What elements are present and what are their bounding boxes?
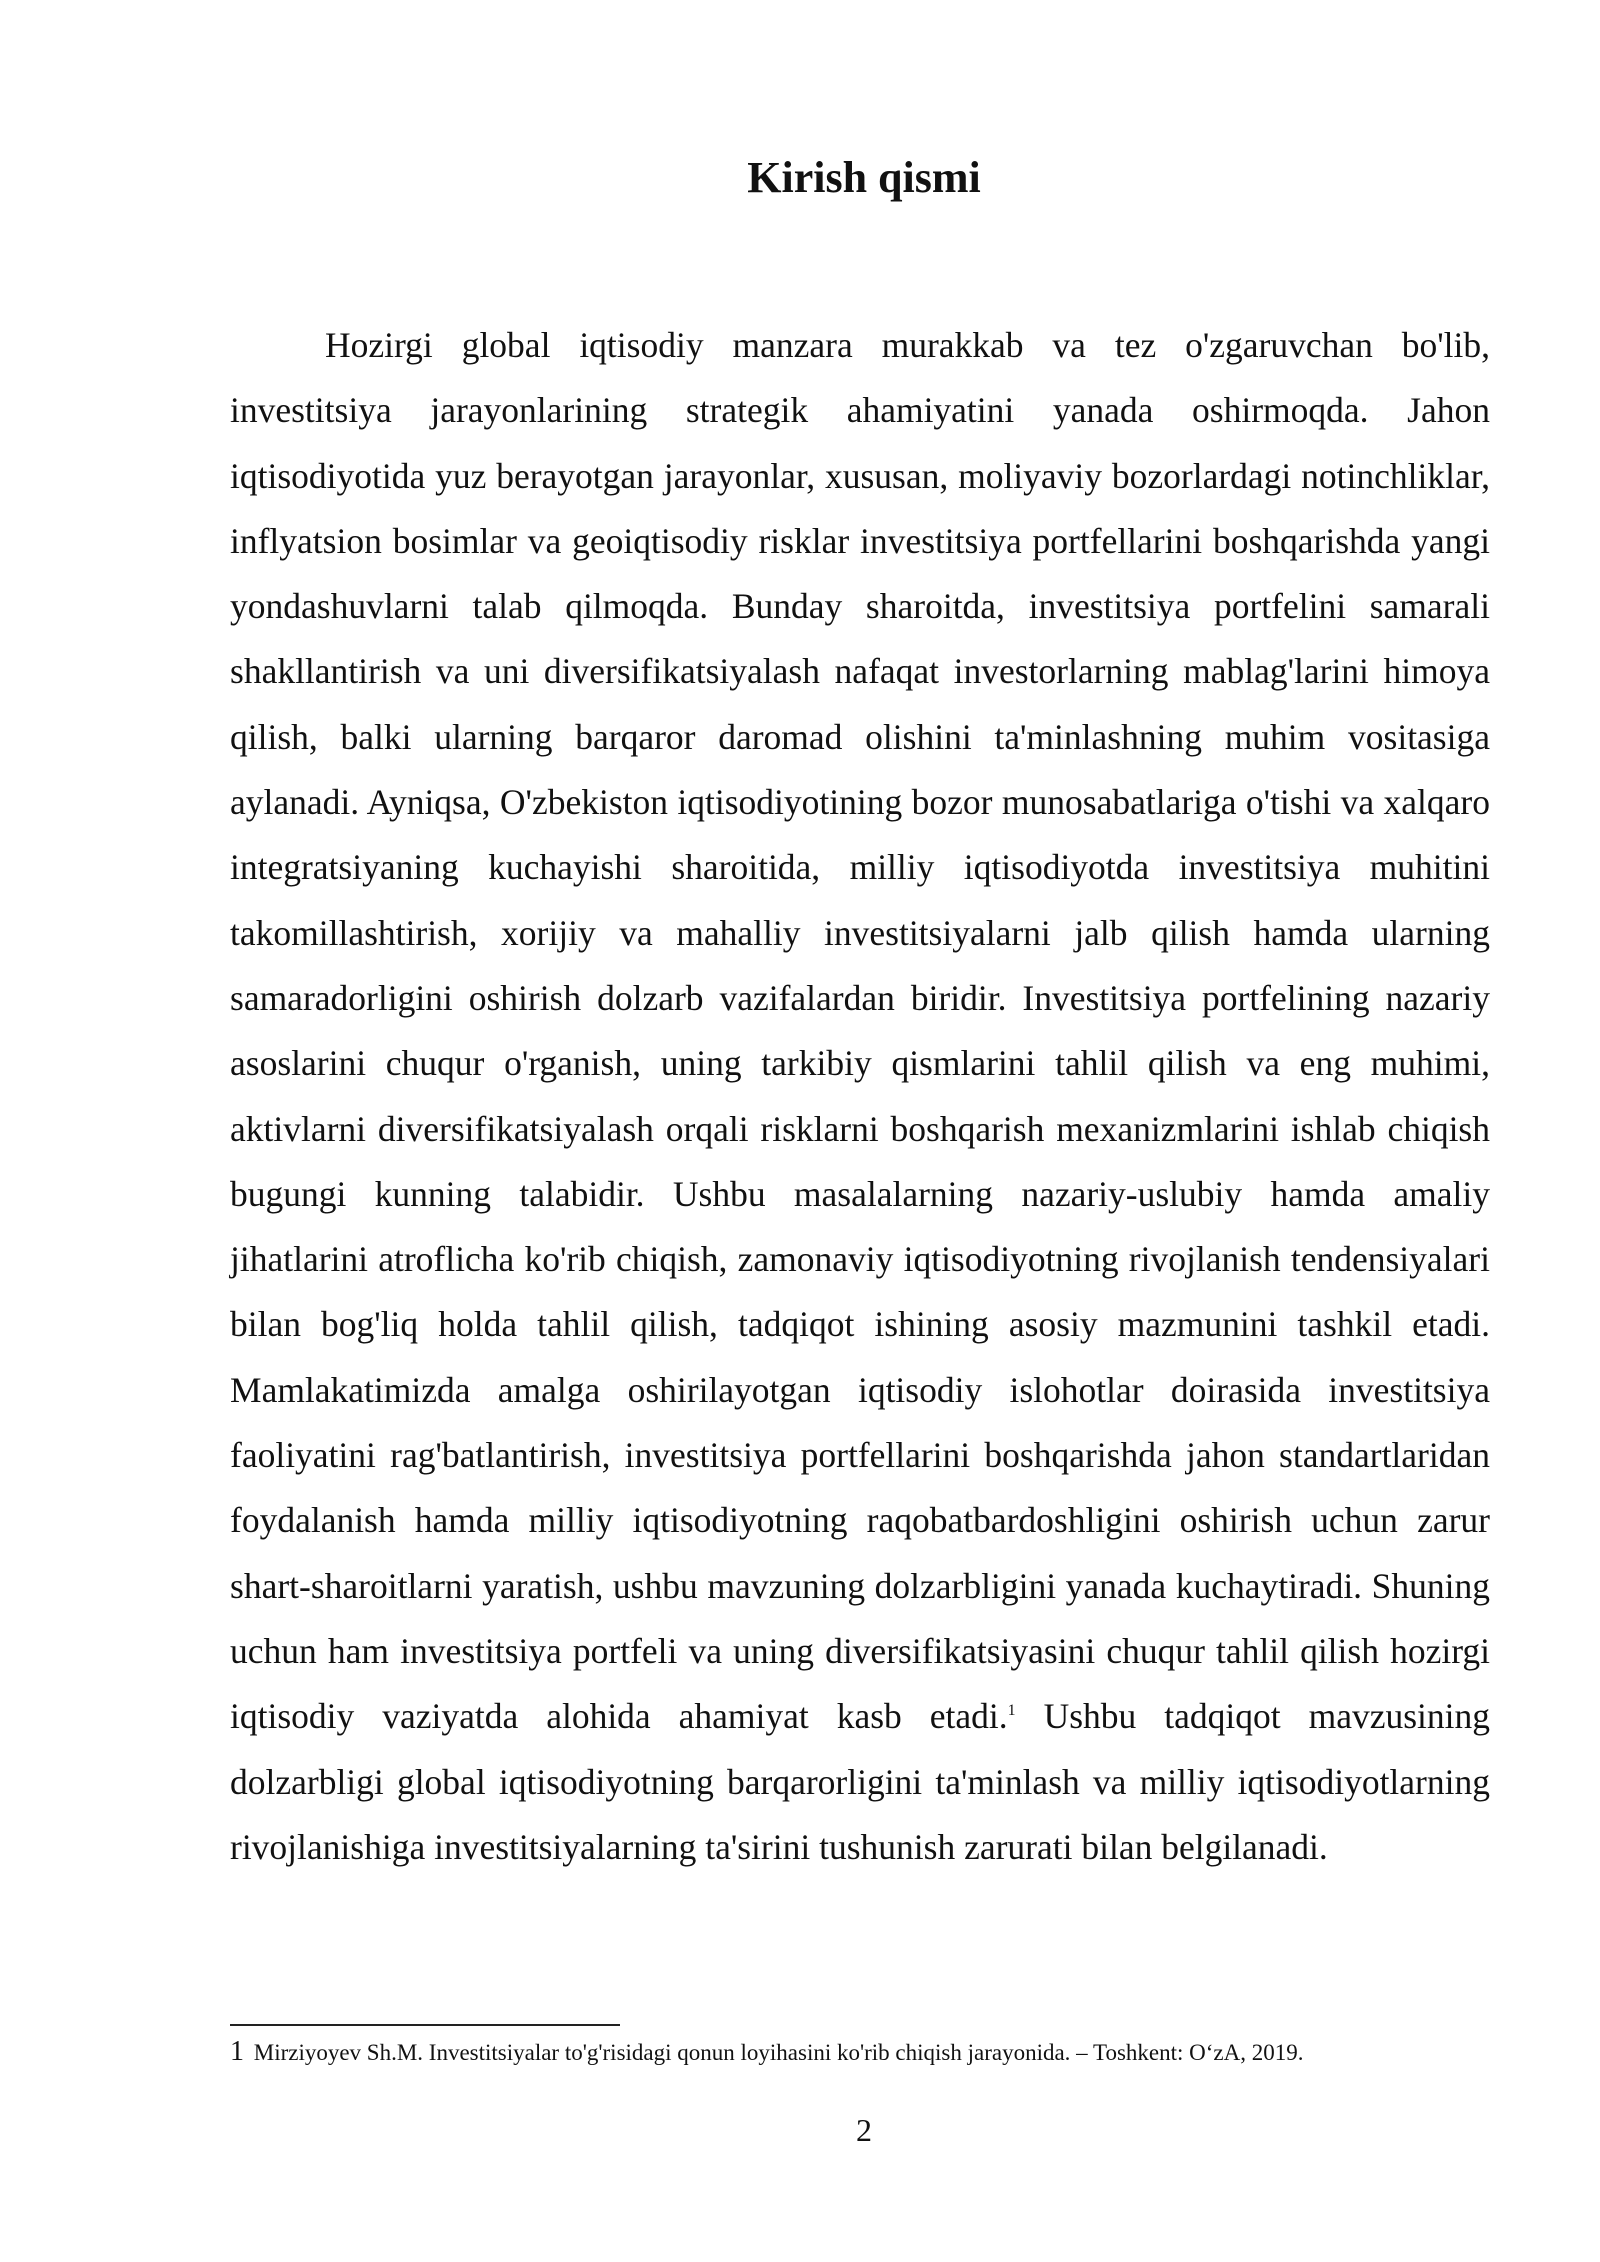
footnote-separator <box>230 2024 620 2026</box>
footnote-number: 1 <box>230 2036 244 2067</box>
section-title: Kirish qismi <box>747 153 981 202</box>
footnote <box>230 2036 1530 2069</box>
paragraph-text-part-2: Ushbu tadqiqot mavzusining dolzarbligi global iqtisodiyotning barqarorligini ta'minlash va milliy iqtisodiyotlarning rivojlanishiga investitsiyalarning ta'sirini tushunish zarurati bilan belgilanadi. <box>230 1696 1491 1867</box>
page-number: 2 <box>856 2112 872 2148</box>
body-paragraph <box>230 313 1490 1880</box>
footnote-text: Mirziyoyev Sh.M. Investitsiyalar to'g'risidagi qonun loyihasini ko'rib chiqish jarayonida. – Toshkent: O‘zA, 2019. <box>253 2040 1304 2065</box>
footnote-reference[interactable]: 1 <box>1007 1702 1016 1720</box>
paragraph-text-part-1: Hozirgi global iqtisodiy manzara murakkab va tez o'zgaruvchan bo'lib, investitsiya jarayonlarining strategik ahamiyatini yanada oshirmoqda. Jahon iqtisodiyotida yuz berayotgan jarayonlar, xususan, moliyaviy bozorlardagi notinchliklar, inflyatsion bosimlar va geoiqtisodiy risklar investitsiya portfellarini boshqarishda yangi yondashuvlarni talab qilmoqda. Bunday sharoitda, investitsiya portfelini samarali shakllantirish va uni diversifikatsiyalash nafaqat investorlarning mablag'larini himoya qilish, balki ularning barqaror daromad olishini ta'minlashning muhim vositasiga aylanadi. Ayniqsa, O'zbekiston iqtisodiyotining bozor munosabatlariga o'tishi va xalqaro integratsiyaning kuchayishi sharoitida, milliy iqtisodiyotda investitsiya muhitini takomillashtirish, xorijiy va mahalliy investitsiyalarni jalb qilish hamda ularning samaradorligini oshirish dolzarb vazifalardan biridir. Investitsiya portfelining nazariy asoslarini chuqur o'rganish, uning tarkibiy qismlarini tahlil qilish va eng muhimi, aktivlarni diversifikatsiyalash orqali risklarni boshqarish mexanizmlarini ishlab chiqish bugungi kunning talabidir. Ushbu masalalarning nazariy-uslubiy hamda amaliy jihatlarini atroflicha ko'rib chiqish, zamonaviy iqtisodiyotning rivojlanish tendensiyalari bilan bog'liq holda tahlil qilish, tadqiqot ishining asosiy mazmunini tashkil etadi. Mamlakatimizda amalga oshirilayotgan iqtisodiy islohotlar doirasida investitsiya faoliyatini rag'batlantirish, investitsiya portfellarini boshqarishda jahon standartlaridan foydalanish hamda milliy iqtisodiyotning raqobatbardoshligini oshirish uchun zarur shart-sharoitlarni yaratish, ushbu mavzuning dolzarbligini yanada kuchaytiradi. Shuning uchun ham investitsiya portfeli va uning diversifikatsiyasini chuqur tahlil qilish hozirgi iqtisodiy vaziyatda alohida ahamiyat kasb etadi. <box>230 325 1490 1737</box>
